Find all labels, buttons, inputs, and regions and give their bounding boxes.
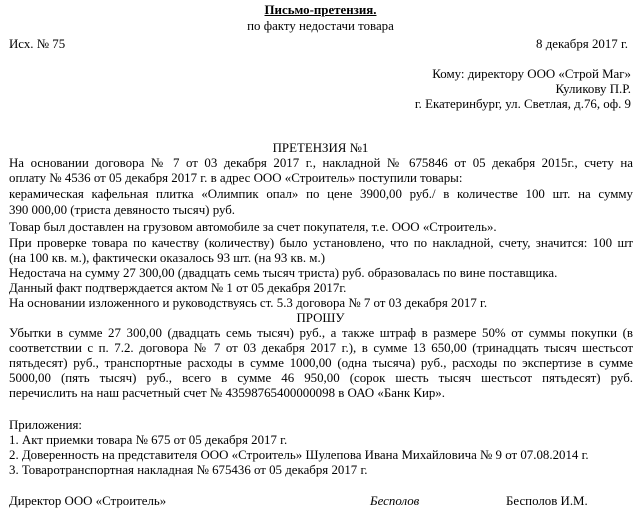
- request-line: соответствии с п. 7.2. договора № 7 от 03 декабря 2017 г.), в сумме 13 650,00 (тринадцать тысяч шестьсот: [9, 341, 633, 355]
- body-line: оплату № 4536 от 05 декабря 2017 г. в адрес ООО «Строитель» поступили товары:: [9, 171, 463, 185]
- request-line: Убытки в сумме 27 300,00 (двадцать семь тысяч) руб., а также штраф в размере 50% от суммы покупки (в: [9, 326, 633, 340]
- body-line: (на 100 кв. м.), фактически оказалось 93 шт. (на 93 кв. м.): [9, 251, 325, 265]
- body-line: Товар был доставлен на грузовом автомобиле за счет покупателя, т.е. ООО «Строитель».: [9, 220, 497, 234]
- letter-title: Письмо-претензия.: [264, 3, 377, 17]
- body-line: При проверке товара по качеству (количеству) было установлено, что по накладной, счету, значится: 100 шт: [9, 236, 633, 250]
- letter-date: 8 декабря 2017 г.: [536, 37, 628, 51]
- request-title: ПРОШУ: [296, 311, 345, 325]
- handwritten-signature: Бесполов: [370, 494, 420, 508]
- attachment-item: 2. Доверенность на представителя ООО «Строитель» Шулепова Ивана Михайловича № 9 от 07.08.2014 г.: [9, 448, 589, 462]
- body-line: На основании договора № 7 от 03 декабря 2017 г., накладной № 675846 от 05 декабря 2015г., счету на: [9, 156, 633, 170]
- claim-title: ПРЕТЕНЗИЯ №1: [272, 141, 369, 155]
- signatory-position: Директор ООО «Строитель»: [9, 494, 167, 508]
- letter-subtitle: по факту недостачи товара: [247, 19, 394, 33]
- body-line: Данный факт подтверждается актом № 1 от 05 декабря 2017г.: [9, 281, 347, 295]
- body-line: керамическая кафельная плитка «Олимпик опал» по цене 3900,00 руб./ в количестве 100 шт. на сумму: [9, 187, 633, 201]
- recipient-line-3: г. Екатеринбург, ул. Светлая, д.76, оф. 9: [414, 97, 631, 111]
- body-line: 390 000,00 (триста девяносто тысяч) руб.: [9, 203, 236, 217]
- attachment-item: 3. Товаротранспортная накладная № 675436 от 05 декабря 2017 г.: [9, 463, 368, 477]
- signatory-name: Бесполов И.М.: [506, 494, 588, 508]
- request-line: 5000,00 (пять тысяч) руб., всего в сумме 46 950,00 (сорок шесть тысяч шестьсот пятьдесят) руб.: [9, 371, 633, 385]
- body-line: Недостача на сумму 27 300,00 (двадцать семь тысяч триста) руб. образовалась по вине поставщика.: [9, 266, 558, 280]
- attachment-item: 1. Акт приемки товара № 675 от 05 декабря 2017 г.: [9, 433, 288, 447]
- request-line: пятьдесят) руб., транспортные расходы в сумме 1000,00 (одна тысяча) руб., расходы по экспертизе в сумме: [9, 356, 633, 370]
- body-line: На основании изложенного и руководствуясь ст. 5.3 договора № 7 от 03 декабря 2017 г.: [9, 296, 488, 310]
- recipient-line-1: Кому: директору ООО «Строй Маг»: [432, 67, 631, 81]
- request-line: перечислить на наш расчетный счет № 43598765400000098 в ОАО «Банк Кир».: [9, 386, 445, 400]
- outgoing-number: Исх. № 75: [9, 37, 66, 51]
- attachments-title: Приложения:: [9, 418, 82, 432]
- recipient-line-2: Куликову П.Р.: [555, 82, 631, 96]
